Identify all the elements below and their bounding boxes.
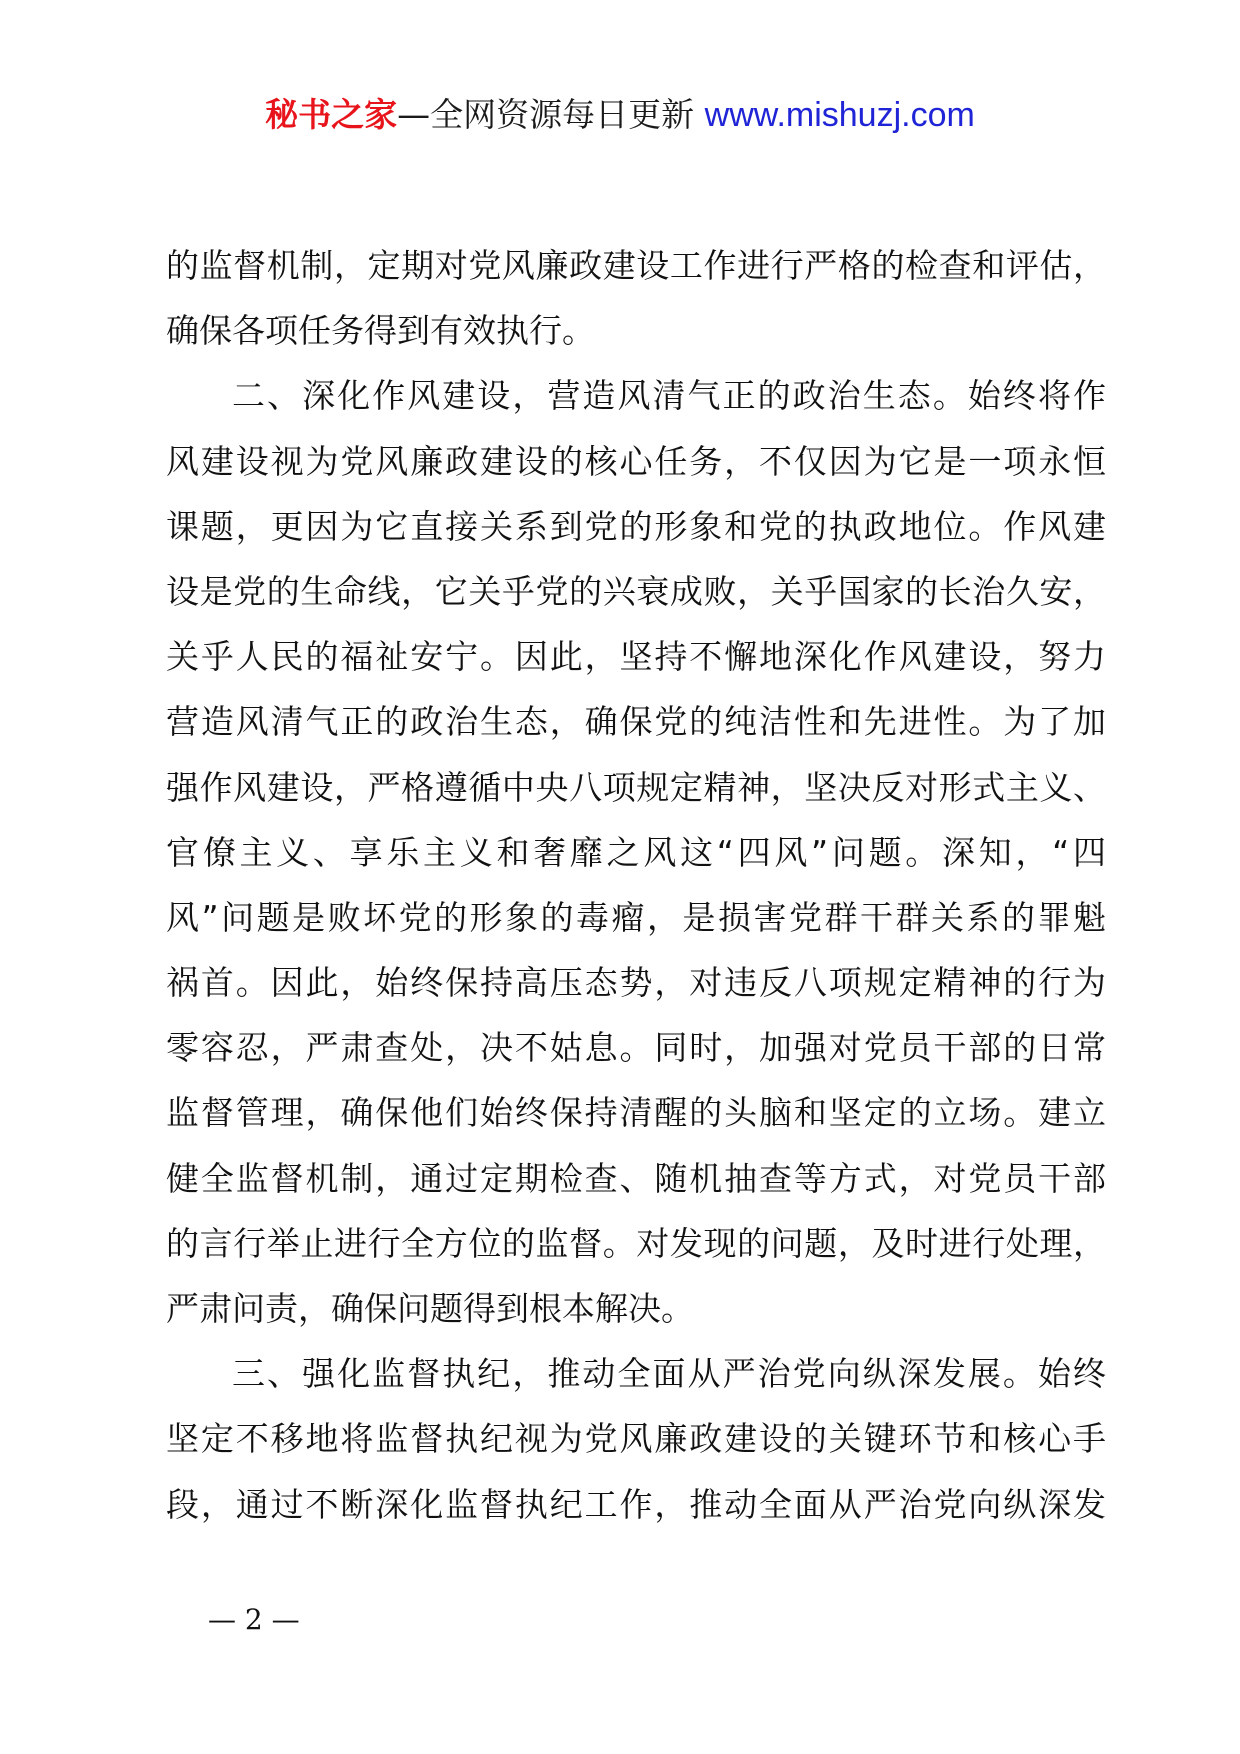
site-brand: 秘书之家: [265, 95, 398, 134]
text-line: 健全监督机制，通过定期检查、随机抽查等方式，对党员干部: [166, 1158, 1106, 1198]
text-line: 确保各项任务得到有效执行。: [166, 311, 595, 351]
text-line: 强作风建设，严格遵循中央八项规定精神，坚决反对形式主义、: [166, 767, 1106, 807]
text-line: 的监督机制，定期对党风廉政建设工作进行严格的检查和评估，: [166, 246, 1106, 285]
text-line: 营造风清气正的政治生态，确保党的纯洁性和先进性。为了加: [166, 702, 1106, 742]
site-slogan: —全网资源每日更新: [397, 95, 695, 134]
text-line: 风”问题是败坏党的形象的毒瘤，是损害党群干群关系的罪魁: [166, 897, 1106, 937]
text-line: 设是党的生命线，它关乎党的兴衰成败，关乎国家的长治久安，: [166, 571, 1106, 611]
text-line: 关乎人民的福祉安宁。因此，坚持不懈地深化作风建设，努力: [166, 637, 1106, 677]
text-line: 监督管理，确保他们始终保持清醒的头脑和坚定的立场。建立: [166, 1093, 1106, 1133]
text-line: 课题，更因为它直接关系到党的形象和党的执政地位。作风建: [166, 506, 1106, 546]
text-line: 坚定不移地将监督执纪视为党风廉政建设的关键环节和核心手: [166, 1419, 1106, 1459]
text-line: 官僚主义、享乐主义和奢靡之风这“四风”问题。深知，“四: [166, 832, 1106, 872]
page-number: — 2 —: [208, 1603, 300, 1636]
text-line: 风建设视为党风廉政建设的核心任务，不仅因为它是一项永恒: [166, 441, 1106, 481]
text-line: 段，通过不断深化监督执纪工作，推动全面从严治党向纵深发: [166, 1484, 1106, 1524]
text-line: 严肃问责，确保问题得到根本解决。: [166, 1289, 694, 1328]
text-line: 祸首。因此，始终保持高压态势，对违反八项规定精神的行为: [166, 963, 1106, 1003]
site-header: [0, 92, 1240, 138]
document-body: [166, 233, 1106, 1537]
text-line: 零容忍，严肃查处，决不姑息。同时，加强对党员干部的日常: [166, 1028, 1106, 1068]
site-url-link[interactable]: www.mishuzj.com: [704, 96, 975, 134]
section-heading-line: 三、强化监督执纪，推动全面从严治党向纵深发展。始终: [232, 1354, 1106, 1394]
section-heading-line: 二、深化作风建设，营造风清气正的政治生态。始终将作: [232, 376, 1106, 416]
text-line: 的言行举止进行全方位的监督。对发现的问题，及时进行处理，: [166, 1223, 1106, 1263]
